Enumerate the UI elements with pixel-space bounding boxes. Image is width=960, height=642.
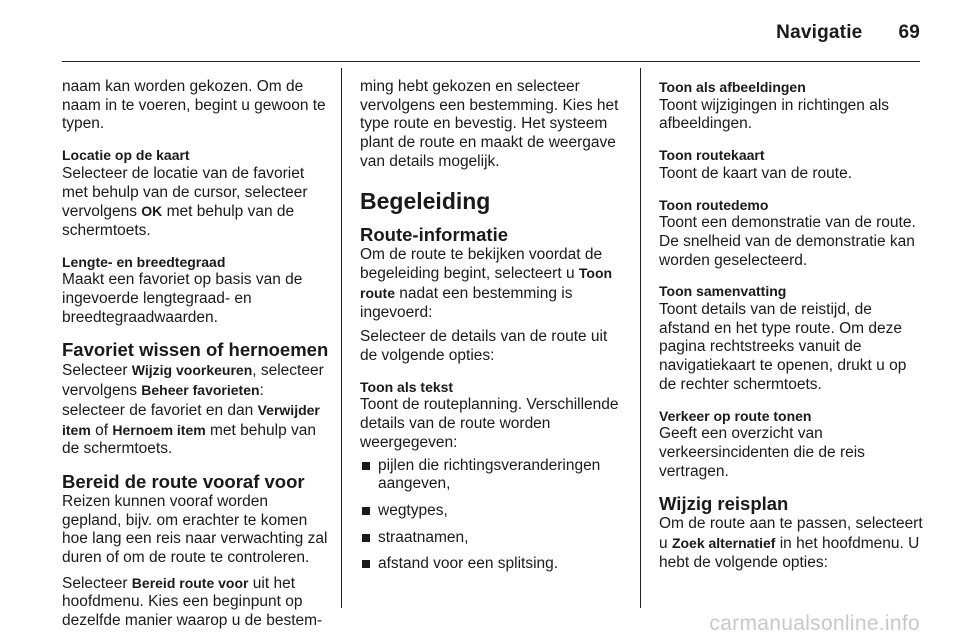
section-heading: Wijzig reisplan	[659, 493, 789, 515]
ui-label: Bereid route voor	[131, 574, 249, 591]
text-run: , selecteer vervolgens	[62, 362, 324, 400]
column-2	[360, 78, 628, 582]
definition-text: Toont wijzigingen in richtingen als afbeeldingen.	[659, 96, 890, 133]
definition-text: Geeft een overzicht van verkeersincidenten die de reis vertragen.	[659, 425, 865, 480]
list-item-text: straatnamen,	[378, 528, 469, 546]
definition-term: Toon als afbeeldingen	[659, 79, 806, 95]
ui-label: OK	[141, 203, 163, 220]
definition-term: Toon routekaart	[659, 147, 765, 164]
column-3	[659, 78, 923, 578]
section-heading: Favoriet wissen of hernoemen	[62, 339, 329, 361]
paragraph: Selecteer de details van de route uit de volgende opties:	[360, 328, 608, 365]
bullet-icon	[362, 560, 370, 568]
section-heading: Route-informatie	[360, 223, 508, 245]
text-run: Selecteer	[62, 362, 132, 380]
paragraph	[659, 515, 923, 572]
paragraph: ming hebt gekozen en selecteer vervolgens een bestemming. Kies het type route en bevestig. Het systeem plant de route en maakt de weergave van details mogelijk.	[360, 78, 619, 170]
chapter-heading: Begeleiding	[360, 187, 491, 214]
text-run: Selecteer de locatie van de favoriet met behulp van de cursor, selecteer vervolgens	[62, 164, 308, 221]
header-rule	[62, 61, 920, 62]
ui-label: Verwijder item	[62, 401, 320, 438]
ui-label: Wijzig voorkeuren	[131, 362, 253, 379]
definition-text	[62, 165, 330, 241]
section-heading: Bereid de route vooraf voor	[62, 470, 305, 492]
bullet-icon	[362, 507, 370, 515]
text-run: : selecteer de favoriet en dan	[62, 382, 264, 419]
bullet-icon	[362, 534, 370, 542]
text-run: in het hoofdmenu. U hebt de volgende opties:	[659, 535, 920, 571]
text-run: uit het hoofdmenu. Kies een beginpunt op dezelfde manier waarop u de bestem-	[62, 574, 323, 630]
definition-text: Toont de kaart van de route.	[659, 164, 853, 182]
column-divider	[341, 68, 342, 608]
definition-text: Toont details van de reistijd, de afstand en het type route. Om deze pagina rechtstreeks vanuit de navigatiekaart te openen, drukt u op de rechter schermtoets.	[659, 301, 907, 393]
text-run: met behulp van de schermtoets.	[62, 203, 295, 239]
paragraph: naam kan worden gekozen. Om de naam in te voeren, begint u gewoon te typen.	[62, 78, 326, 133]
definition-text: Toont de routeplanning. Verschillende details van de route worden weergegeven:	[360, 396, 619, 451]
list-item-text: afstand voor een splitsing.	[378, 555, 559, 573]
ui-label: Beheer favorieten	[141, 382, 260, 399]
text-run: Om de route te bekijken voordat de begeleiding begint, selecteert u	[360, 245, 603, 283]
list-item-text: pijlen die richtingsveranderingen aangeven,	[378, 456, 601, 493]
text-run: Om de route aan te passen, selecteert u	[659, 515, 923, 553]
list-item	[360, 529, 628, 548]
watermark: carmanualsonline.info	[709, 612, 920, 635]
column-1	[62, 78, 330, 637]
ui-label: Toon route	[360, 265, 613, 301]
definition-term: Toon als tekst	[360, 378, 454, 395]
bullet-list	[360, 457, 628, 575]
text-run: Selecteer	[62, 574, 132, 592]
definition-term: Verkeer op route tonen	[659, 407, 812, 424]
definition-term: Toon samenvatting	[659, 283, 787, 300]
list-item-text: wegtypes,	[378, 501, 448, 519]
list-item	[360, 457, 628, 494]
list-item	[360, 502, 628, 521]
text-run: met behulp van de schermtoets.	[62, 421, 316, 458]
definition-text: Maakt een favoriet op basis van de ingevoerde lengtegraad- en breedtegraadwaarden.	[62, 271, 303, 326]
definition-text: Toont een demonstratie van de route. De snelheid van de demonstratie kan worden geselecteerd.	[659, 214, 916, 269]
definition-term: Locatie op de kaart	[62, 147, 190, 164]
definition-term: Lengte- en breedtegraad	[62, 253, 226, 270]
paragraph	[360, 246, 628, 323]
ui-label: Hernoem item	[112, 421, 206, 438]
paragraph	[62, 574, 330, 631]
running-title: Navigatie	[776, 22, 863, 43]
column-divider	[640, 68, 641, 608]
bullet-icon	[362, 462, 370, 470]
paragraph	[62, 361, 330, 459]
definition-term: Toon routedemo	[659, 196, 769, 213]
text-run: of	[90, 421, 113, 439]
list-item	[360, 555, 628, 574]
ui-label: Zoek alternatief	[671, 535, 776, 552]
page-header	[776, 22, 920, 44]
page-number: 69	[898, 22, 920, 43]
paragraph: Reizen kunnen vooraf worden gepland, bijv. om erachter te komen hoe lang een reis naar verwachting zal duren of om de route te controleren.	[62, 492, 328, 567]
text-run: nadat een bestemming is ingevoerd:	[360, 284, 573, 321]
